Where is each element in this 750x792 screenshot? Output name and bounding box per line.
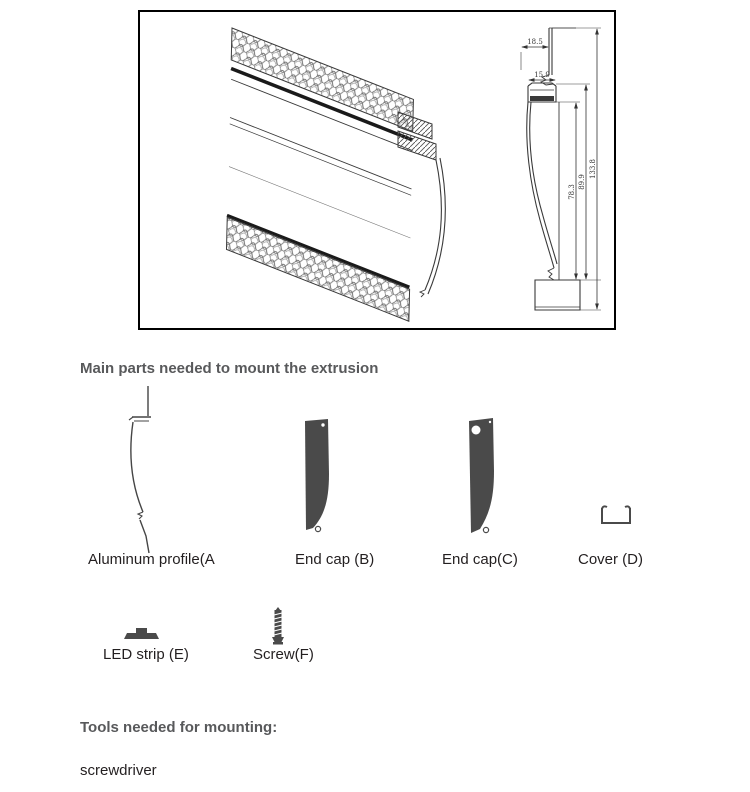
end-cap-c-icon [466, 417, 498, 539]
section-hatch-end-face [398, 112, 436, 160]
dim-overall-height: 133.8 [589, 158, 597, 180]
end-cap-b-label: End cap (B) [295, 551, 375, 568]
dim-top-width: 18.5 [527, 38, 543, 46]
end-cap-b-figure [303, 418, 333, 536]
cover-channel-icon [598, 502, 634, 528]
main-parts-heading: Main parts needed to mount the extrusion [80, 360, 379, 377]
extrusion-technical-drawing [140, 12, 614, 328]
led-strip-figure [123, 623, 161, 641]
screw-figure [268, 607, 288, 647]
cover-label: Cover (D) [578, 551, 644, 568]
screw-label: Screw(F) [253, 646, 314, 663]
aluminum-profile-figure [118, 386, 178, 554]
screw-icon [268, 607, 288, 647]
aluminum-profile-label: Aluminum profile(A [88, 551, 215, 568]
end-cap-c-label: End cap(C) [442, 551, 518, 568]
dim-inner-height: 78.3 [568, 184, 576, 200]
tool-item-screwdriver: screwdriver [80, 762, 157, 779]
led-strip-icon [123, 623, 161, 641]
dim-channel-width: 15.9 [534, 71, 550, 79]
tools-heading: Tools needed for mounting: [80, 719, 278, 736]
dim-mid-height: 89.9 [578, 174, 586, 190]
end-cap-c-figure [466, 417, 498, 539]
led-strip-label: LED strip (E) [103, 646, 189, 663]
cover-figure [598, 502, 634, 528]
end-cap-b-icon [303, 418, 333, 536]
technical-drawing-box [138, 10, 616, 330]
curved-lip [420, 158, 445, 297]
aluminum-profile-icon [118, 386, 178, 554]
extrusion-3d-view [156, 28, 485, 321]
dimension-labels [527, 38, 597, 200]
